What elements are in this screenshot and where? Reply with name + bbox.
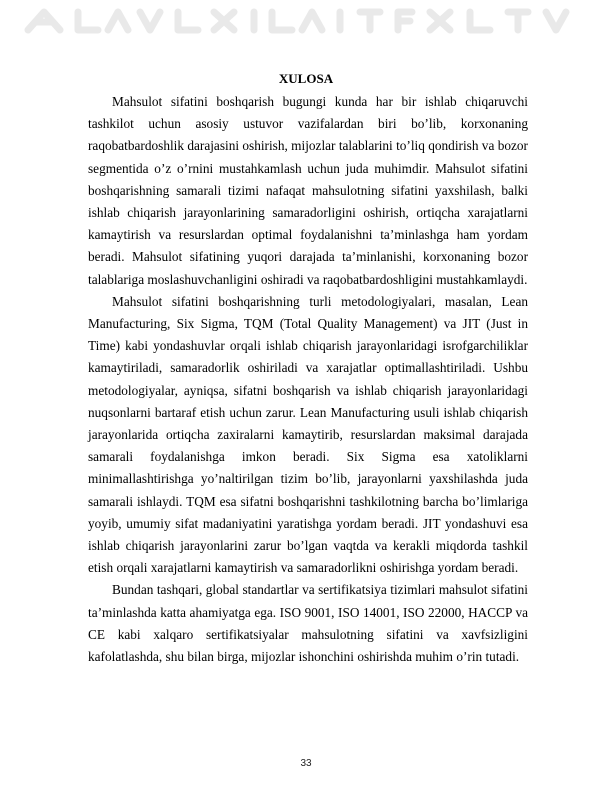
paragraph: Mahsulot sifatini boshqarishning turli metodologiyalari, masalan, Lean Manufacturing, Six Sigma, TQM (Total Quality Management) va JIT (Just in Time) kabi yondashuvlar orqali ishlab chiqarish jarayonlaridagi isrofgarchiliklar kamaytiriladi, samaradorlik oshiriladi va xarajatlar optimallashtiriladi. Ushbu metodologiyalar, ayniqsa, sifatni boshqarish va ishlab chiqarish jarayonlaridagi nuqsonlarni bartaraf etish uchun zarur. Lean Manufacturing usuli ishlab chiqarish jarayonlarida ortiqcha zaxiralarni kamaytirib, resurslardan maksimal darajada samarali foydalanishga imkon beradi. Six Sigma esa xatoliklarni minimallashtirishga yo’naltirilgan tizim bo’lib, jarayonlarni yaxshilashda juda samarali ishlaydi. TQM esa sifatni boshqarishni tashkilotning barcha bo’limlariga yoyib, umumiy sifat madaniyatini yaratishga yordam beradi. JIT yondashuvi esa ishlab chiqarish jarayonlarini zarur bo’lgan vaqtda va kerakli miqdorda tashkil etish orqali xarajatlarni kamaytirish va samaradorlikni oshirishga yordam beradi. (88, 293, 528, 576)
page-number: 33 (300, 758, 312, 769)
paragraph: Mahsulot sifatini boshqarish bugungi kunda har bir ishlab chiqaruvchi tashkilot uchun asosiy ustuvor vazifalardan biri bo’lib, korxonaning raqobatbardoshlik darajasini oshirish, mijozlar talablarini to’liq qondirish va bozor segmentida o’z o’rnini mustahkamlash uchun juda muhimdir. Mahsulot sifatini boshqarishning samarali tizimi nafaqat mahsulotning sifatini yaxshilash, balki ishlab chiqarish jarayonlarining samaradorligini oshirish, ortiqcha xarajatlarni kamaytirish va resurslardan optimal foydalanishni ta’minlashga ham yordam beradi. Mahsulot sifatining yuqori darajada ta’minlanishi, korxonaning bozor talablariga moslashuvchanligini oshiradi va raqobatbardoshligini mustahkamlaydi. (88, 94, 528, 287)
document-title: XULOSA (278, 71, 334, 86)
document-body (88, 91, 528, 668)
paragraph: Bundan tashqari, global standartlar va sertifikatsiya tizimlari mahsulot sifatini ta’minlashda katta ahamiyatga ega. ISO 9001, ISO 14001, ISO 22000, HACCP va CE kabi xalqaro sertifikatsiyalar mahsulotning sifatini va xavfsizligini kafolatlashda, shu bilan birga, mijozlar ishonchini oshirishda muhim o’rin tutadi. (88, 582, 528, 665)
